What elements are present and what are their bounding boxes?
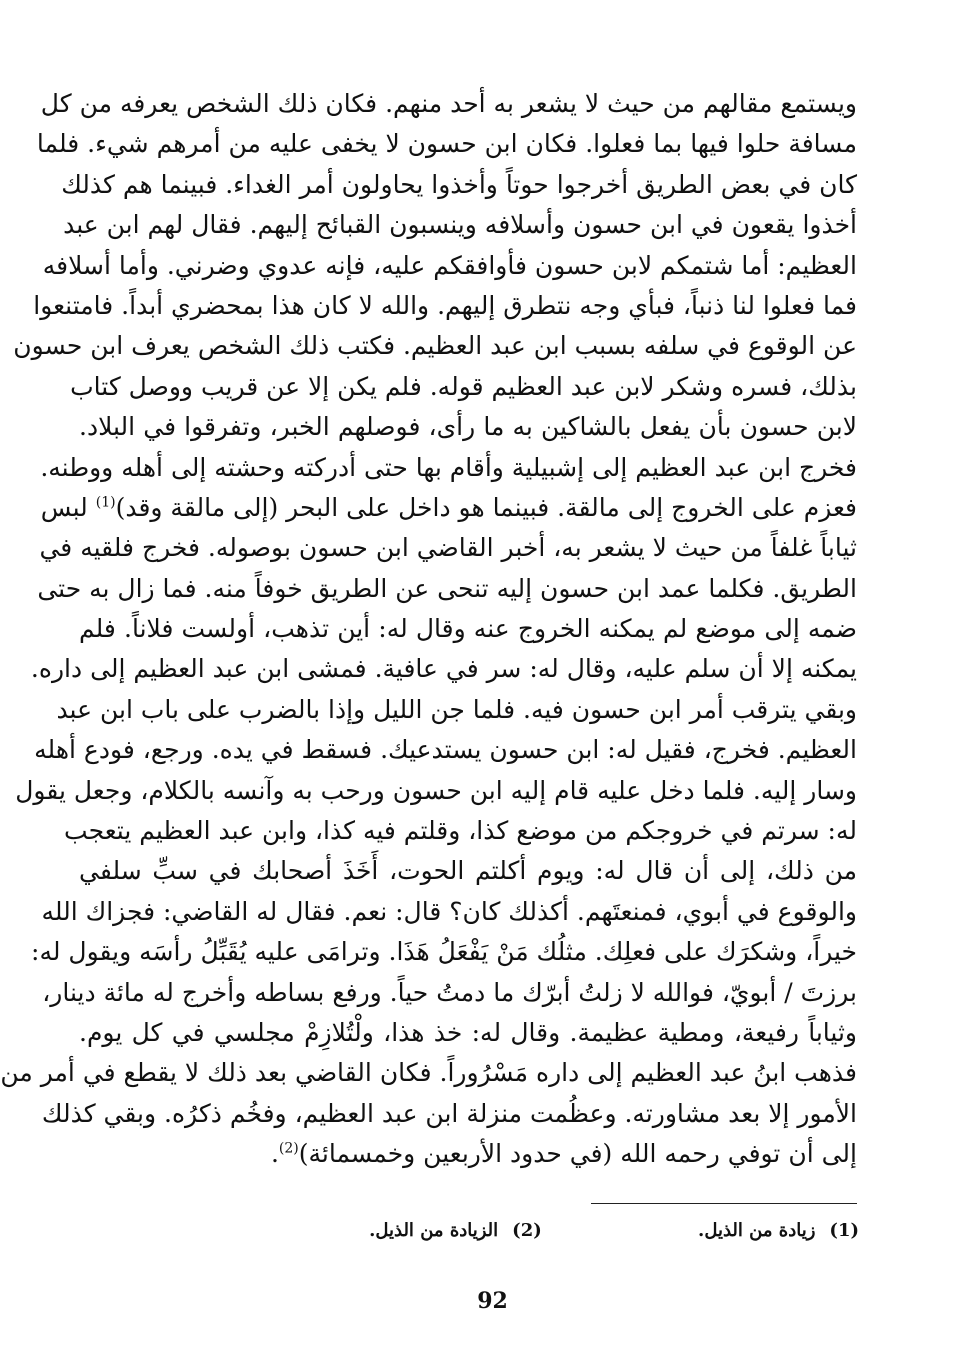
footnotes-section [209,1218,859,1244]
footnote-1-text: زيادة من الذيل. [698,1220,816,1241]
text-line-12: ثياباً غلفاً من حيث لا يشعر به، أخبر القاضي ابن حسون بوصوله. فخرج فلقيه في [39,533,857,563]
text-line-27-main: إلى أن توفي رحمه الله (في حدود الأربعين وخمسمائة) [298,1139,857,1169]
text-line-3: كان في بعض الطريق أخرجوا حوتاً وأخذوا يحاولون أمر الغداء. فبينما هم كذلك [61,169,857,199]
text-line-22: خيراً، وشكرَك على فعلِك. مثلُك مَنْ يَفْعَلُ هَذَا. وترامَى عليه يُقَبِّلُ رأسَه ويقول له: [31,937,857,967]
text-line-11-main: فعزم على الخروج إلى مالقة. فبينما هو داخل على البحر (إلى مالقة وقد) [115,492,857,522]
text-line-27 [79,1134,857,1174]
footnote-ref-1: (1) [95,494,116,511]
text-line-2: مسافة حلوا فيها بما فعلوا. فكان ابن حسون لا يخفى عليه من أمرهم شيء. فلما [36,129,857,159]
text-line-15: يمكنه إلا أن سلم عليه، وقال له: سر في عافية. فمشى ابن عبد العظيم إلى داره. [30,654,857,684]
text-line-23: برزتَ / أبويّ، فوالله لا زلتُ أبرّك ما دمتُ حياً. ورفع بساطه وأخرج له مائة دينار، [42,977,857,1007]
text-line-1: ويستمع مقالهم من حيث لا يشعر به أحد منهم. فكان ذلك الشخص يعرفه من كل [40,89,857,118]
text-line-9: لابن حسون بأن يفعل بالشاكين به ما رأى، فوصلهم الخبر، وتفرقوا في البلاد. [79,412,857,442]
text-line-14: ضمه إلى موضع لم يمكنه الخروج عنه وقال له: أين تذهب، أولست فلاناً. فلم [79,614,857,644]
text-line-20: من ذلك، إلى أن قال له: ويوم أكلتم الحوت، أَخَذَ أصحابك في سبِّ سلفي [79,856,857,886]
text-line-25: فذهب ابنُ عبد العظيم إلى داره مَسْرُوراً. فكان القاضي بعد ذلك لا يقطع في أمر من [0,1058,857,1088]
text-line-4: أخذوا يقعون في ابن حسون وأسلافه وينسبون القبائح إليهم. فقال لهم ابن عبد [63,210,857,240]
text-line-6: فما فعلوا لنا ذنباً، فبأي وجه نتطرق إليهم. والله لا كان هذا بمحضري أبداً. فامتنعوا [33,290,857,320]
page-number: 92 [477,1288,508,1314]
text-line-19: له: سرتم في خروجكم من موضع كذا، وقلتم فيه كذا، وابن عبد العظيم يتعجب [64,816,857,846]
text-line-16: وبقي يترقب أمر ابن حسون فيه. فلما جن الليل وإذا بالضرب على باب ابن عبد [56,694,857,724]
footnote-ref-2: (2) [278,1140,299,1157]
text-line-18: وسار إليه. فلما دخل عليه قام إليه ابن حسون ورحب به وآنسه بالكلام، وجعل يقول [15,775,857,805]
footnote-2 [369,1218,542,1244]
text-line-13: الطريق. فكلما عمد ابن حسون إليه تنحى عن الطريق خوفاً منه. فما زال به حتى [37,573,857,603]
text-line-11-tail: لبس [40,492,88,522]
text-line-24: وثياباً رفيعة، ومطية عظيمة. وقال له: خذ هذا، ولْتُلازِمْ مجلسي في كل يوم. [79,1017,857,1047]
text-line-21: والوقوع في أبوي، فمنعتَهم. أكذلك كان؟ قال: نعم. فقال له القاضي: فجزاك الله [41,896,857,926]
text-line-17: العظيم. فخرج، فقيل له: ابن حسون يستدعيك. فسقط في يده. ورجع، فودع أهله [34,735,857,765]
text-line-26: الأمور إلا بعد مشاورته. وعظُمت منزلة ابن عبد العظيم، وفخُم ذكرُه. وبقي كذلك [41,1098,857,1128]
text-line-11 [40,488,857,528]
footnote-2-number: (2) [512,1220,542,1241]
footnote-1 [698,1218,859,1244]
footnote-1-number: (1) [829,1220,859,1241]
text-line-7: عن الوقوع في سلفه بسبب ابن عبد العظيم. فكتب ذلك الشخص يعرف ابن حسون [13,331,857,361]
text-line-8: بذلك، فسره وشكر لابن عبد العظيم قوله. فلم يكن إلا عن قريب ووصل كتاب [70,371,857,401]
text-line-10: فخرج ابن عبد العظيم إلى إشبيلية وأقام بها حتى أدركته وحشته إلى أهله ووطنه. [40,452,857,482]
footnote-divider [591,1203,857,1204]
text-line-5: العظيم: أما شتمكم لابن حسون فأوافقكم عليه، فإنه عدوي وضرني. وأما أسلافه [42,250,857,280]
footnote-2-text: الزيادة من الذيل. [369,1220,499,1241]
main-text-body [0,84,857,1175]
final-period: . [270,1139,279,1169]
